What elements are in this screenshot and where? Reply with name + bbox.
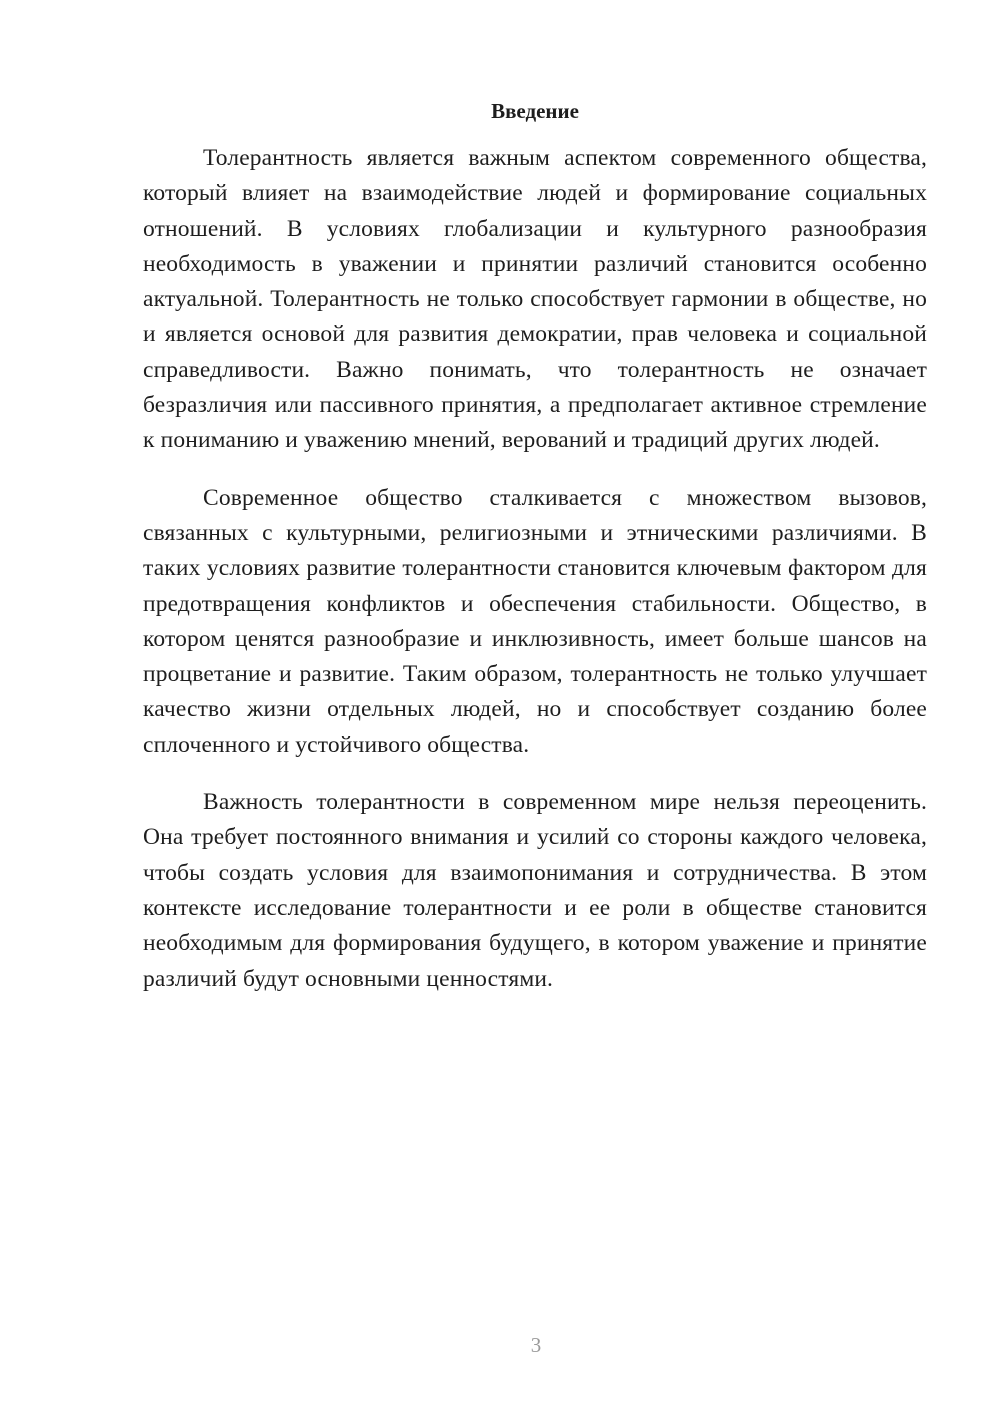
page-content xyxy=(143,95,927,1019)
page-number: 3 xyxy=(530,1333,542,1357)
paragraph-1: Толерантность является важным аспектом современного общества, который влияет на взаимодействие людей и формирование социальных отношений. В условиях глобализации и культурного разнообразия необходимость в уважении и принятии различий становится особенно актуальной. Толерантность не только способствует гармонии в обществе, но и является основой для развития демократии, прав человека и социальной справедливости. Важно понимать, что толерантность не означает безразличия или пассивного принятия, а предполагает активное стремление к пониманию и уважению мнений, верований и традиций других людей. xyxy=(143,145,927,454)
section-heading: Введение xyxy=(491,99,579,123)
paragraph-3: Важность толерантности в современном мире нельзя переоценить. Она требует постоянного внимания и усилий со стороны каждого человека, чтобы создать условия для взаимопонимания и сотрудничества. В этом контексте исследование толерантности и ее роли в обществе становится необходимым для формирования будущего, в котором уважение и принятие различий будут основными ценностями. xyxy=(143,789,927,992)
paragraph-2: Современное общество сталкивается с множеством вызовов, связанных с культурными, религиозными и этническими различиями. В таких условиях развитие толерантности становится ключевым фактором для предотвращения конфликтов и обеспечения стабильности. Общество, в котором ценятся разнообразие и инклюзивность, имеет больше шансов на процветание и развитие. Таким образом, толерантность не только улучшает качество жизни отдельных людей, но и способствует созданию более сплоченного и устойчивого общества. xyxy=(143,484,927,758)
